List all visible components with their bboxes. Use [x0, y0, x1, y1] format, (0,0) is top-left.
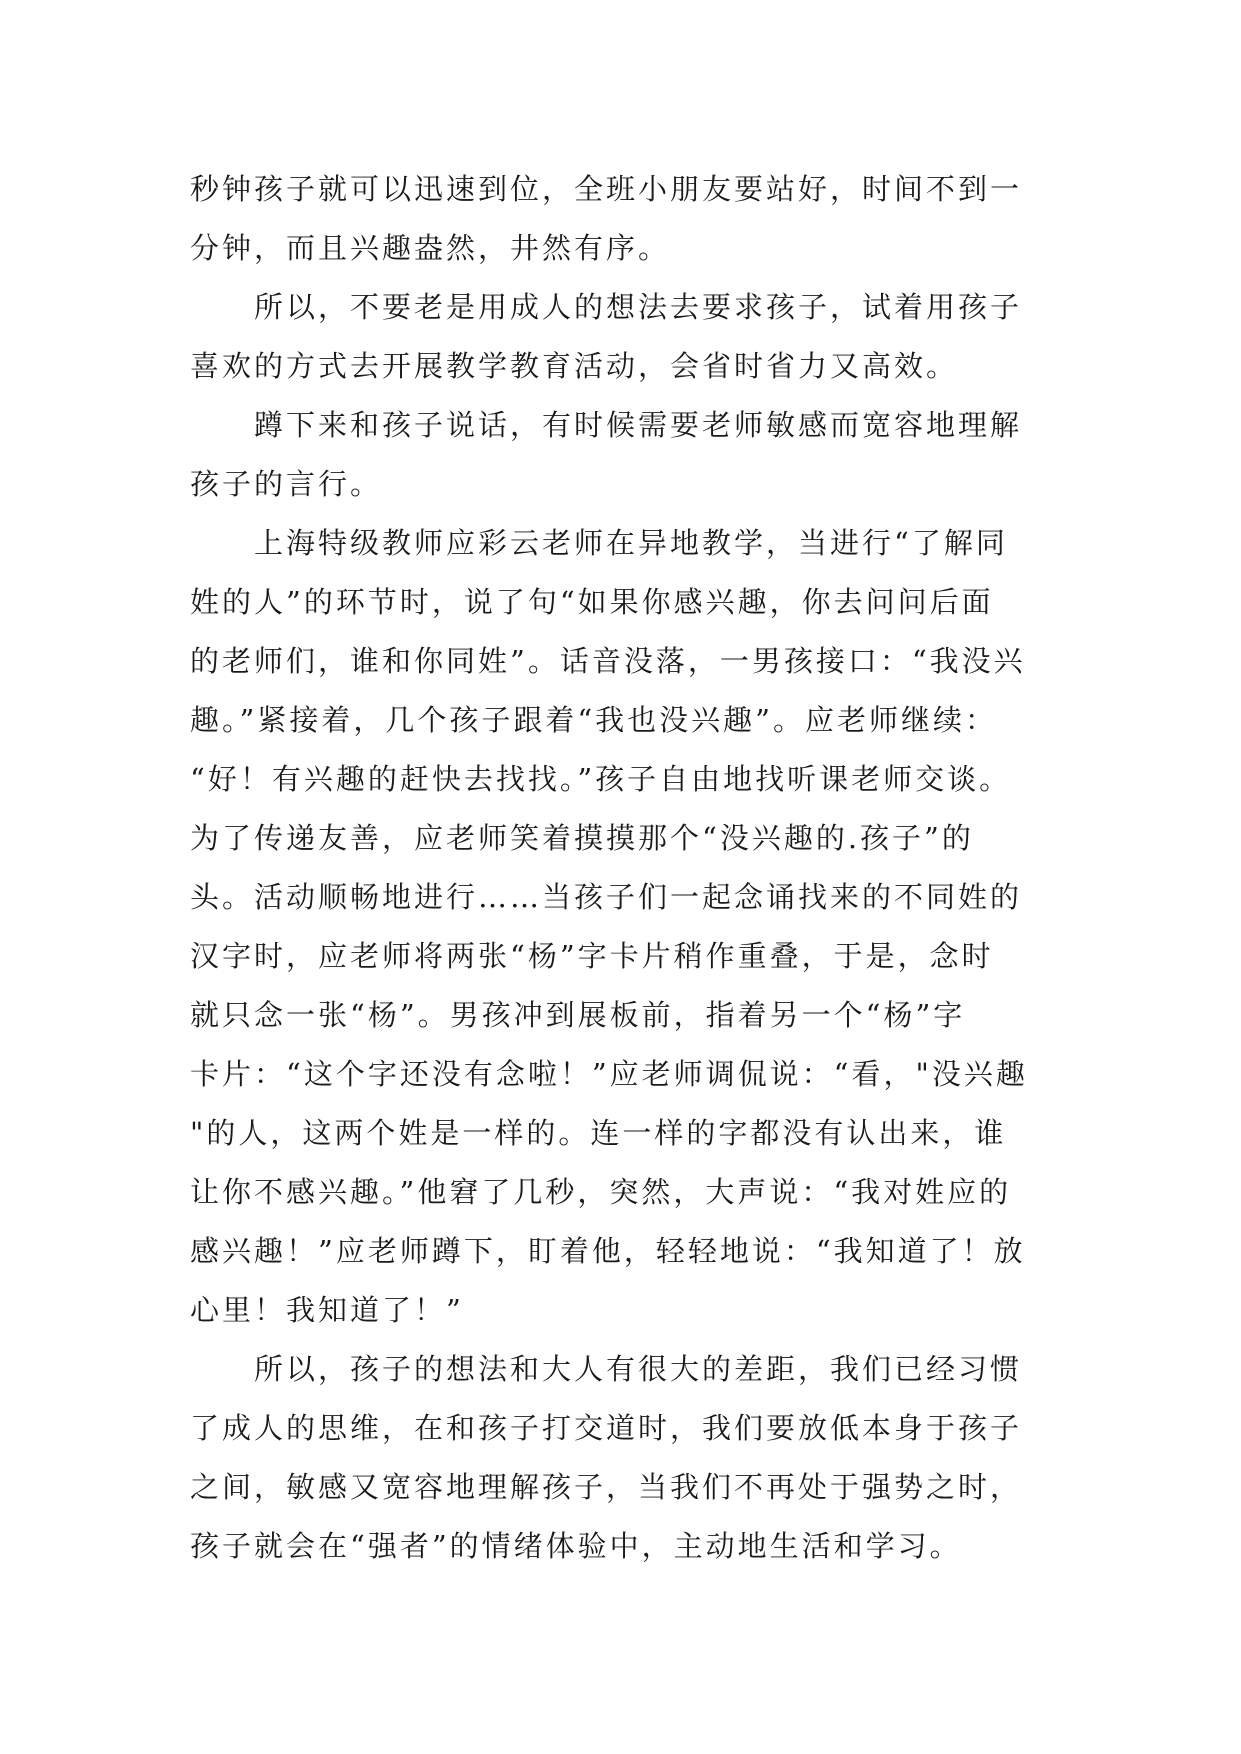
text-line: 卡片：“这个字还没有念啦！”应老师调侃说：“看，"没兴趣 — [190, 1057, 1028, 1091]
paragraph-start-line: 所以，不要老是用成人的想法去要求孩子，试着用孩子 — [254, 290, 1023, 324]
text-line: 孩子就会在“强者”的情绪体验中，主动地生活和学习。 — [190, 1529, 962, 1563]
paragraph-start-line: 蹲下来和孩子说话，有时候需要老师敏感而宽容地理解 — [254, 408, 1023, 442]
text-line: 让你不感兴趣。”他窘了几秒，突然，大声说：“我对姓应的 — [190, 1175, 1012, 1209]
text-line: 汉字时，应老师将两张“杨”字卡片稍作重叠，于是，念时 — [190, 939, 994, 973]
text-line: 喜欢的方式去开展教学教育活动，会省时省力又高效。 — [190, 349, 959, 383]
text-line: 了成人的思维，在和孩子打交道时，我们要放低本身于孩子 — [190, 1411, 1023, 1445]
text-line: 头。活动顺畅地进行……当孩子们一起念诵找来的不同姓的 — [190, 880, 1023, 914]
paragraph-start-line: 所以，孩子的想法和大人有很大的差距，我们已经习惯 — [254, 1352, 1023, 1386]
text-line: 分钟，而且兴趣盎然，井然有序。 — [190, 231, 671, 265]
text-line: "的人，这两个姓是一样的。连一样的字都没有认出来，谁 — [190, 1116, 1007, 1150]
text-line: 姓的人”的环节时，说了句“如果你感兴趣，你去问问后面 — [190, 585, 994, 619]
text-line: 心里！我知道了！” — [190, 1293, 464, 1327]
text-line: “好！有兴趣的赶快去找找。”孩子自由地找听课老师交谈。 — [190, 762, 1012, 796]
text-line: 趣。”紧接着，几个孩子跟着“我也没兴趣”。应老师继续： — [190, 703, 997, 737]
text-line: 感兴趣！”应老师蹲下，盯着他，轻轻地说：“我知道了！放 — [190, 1234, 1026, 1268]
document-body — [190, 160, 1062, 1576]
text-line: 就只念一张“杨”。男孩冲到展板前，指着另一个“杨”字 — [190, 998, 966, 1032]
text-line: 孩子的言行。 — [190, 467, 383, 501]
text-line: 之间，敏感又宽容地理解孩子，当我们不再处于强势之时， — [190, 1470, 1023, 1504]
text-line: 为了传递友善，应老师笑着摸摸那个“没兴趣的.孩子”的 — [190, 821, 974, 855]
text-line: 的老师们，谁和你同姓”。话音没落，一男孩接口：“我没兴 — [190, 644, 1026, 678]
paragraph-start-line: 上海特级教师应彩云老师在异地教学，当进行“了解同 — [254, 526, 1008, 560]
text-line: 秒钟孩子就可以迅速到位，全班小朋友要站好，时间不到一 — [190, 172, 1023, 206]
